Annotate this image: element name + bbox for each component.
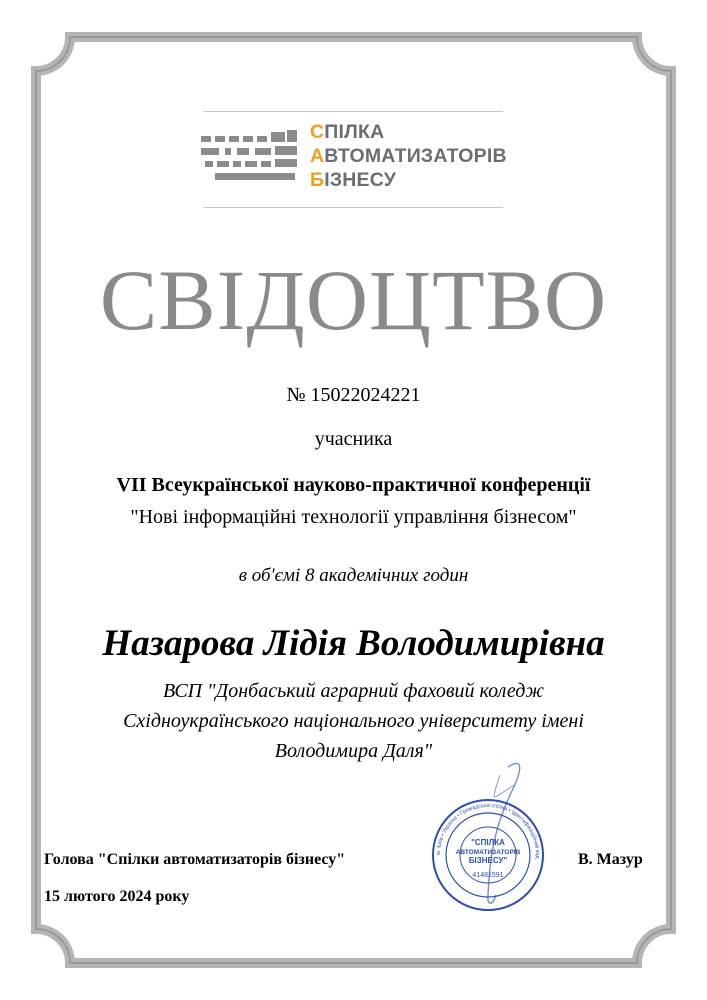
organization: [20, 676, 687, 766]
official-stamp: [430, 755, 550, 915]
signatory-role: Голова "Спілки автоматизаторів бізнесу": [44, 851, 346, 868]
logo-line-3: БІЗНЕСУ: [310, 169, 397, 191]
conference-name: "Нові інформаційні технології управління бізнесом": [130, 506, 577, 528]
stamp-text-3: БІЗНЕСУ": [468, 856, 508, 865]
organization-line-1: ВСП "Донбаський аграрний фаховий коледж: [163, 680, 544, 702]
stamp-text-2: АВТОМАТИЗАТОРІВ: [455, 849, 521, 856]
logo-icon: [201, 130, 297, 182]
hours-text: в об'ємі 8 академічних годин: [238, 565, 469, 586]
logo-bottom-line: [203, 207, 503, 208]
issue-date: 15 лютого 2024 року: [44, 888, 190, 905]
person-name: Назарова Лідія Володимирівна: [102, 623, 605, 664]
signatory-name: В. Мазур: [578, 851, 643, 868]
logo-top-line: [203, 111, 503, 112]
organization-line-2: Східноукраїнського національного університету імені: [123, 710, 584, 732]
certificate-number: № 15022024221: [286, 384, 421, 406]
certificate-title: СВІДОЦТВО: [99, 252, 608, 348]
stamp-text-1: "СПІЛКА: [471, 838, 505, 847]
logo-line-2: АВТОМАТИЗАТОРІВ: [310, 145, 507, 167]
participant-label: учасника: [314, 428, 393, 450]
organization-line-3: Володимира Даля": [274, 740, 433, 762]
logo-line-1: СПІЛКА: [310, 121, 385, 143]
stamp-code: 41481591: [472, 872, 504, 879]
logo-text: [310, 120, 507, 192]
conference-title: VII Всеукраїнської науково-практичної конференції: [116, 474, 591, 496]
stamp-ring-text: м. Київ • Україна • Громадська спілка • Ідентифікаційний код: [435, 802, 541, 859]
